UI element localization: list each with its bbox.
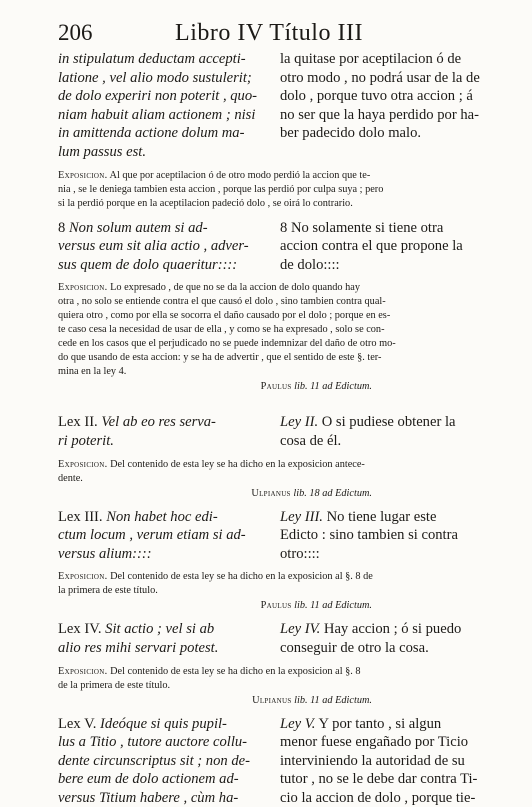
exposicion-text: dente.: [58, 472, 480, 486]
lex-label: Lex IV.: [58, 621, 102, 637]
spanish-line: interviniendo la autoridad de su: [280, 752, 480, 771]
latin-line: niam habuit aliam actionem ; nisi: [58, 106, 258, 125]
exposicion-label: Exposicion.: [58, 170, 108, 181]
lex-block: [58, 715, 480, 807]
exposicion-paragraph: [58, 665, 480, 693]
spanish-line: menor fuese engañado por Ticio: [280, 733, 480, 752]
latin-line: Non solum autem si ad-: [65, 220, 207, 236]
spanish-line: ber padecido dolo malo.: [280, 124, 480, 143]
latin-line: sus quem de dolo quaeritur::::: [58, 256, 258, 275]
latin-column: [58, 620, 258, 657]
latin-column: [58, 508, 258, 564]
latin-line: de dolo experiri non poterit , quo-: [58, 87, 258, 106]
lex-label: Lex III.: [58, 509, 103, 525]
spanish-line: la quitase por aceptilacion ó de: [280, 50, 480, 69]
latin-line: latione , vel alio modo sustulerit;: [58, 69, 258, 88]
latin-line: Sit actio ; vel si ab: [102, 621, 215, 637]
latin-line: dente circunscriptus sit ; non de-: [58, 752, 258, 771]
spanish-line: No tiene lugar este: [323, 509, 436, 525]
exposicion-label: Exposicion.: [58, 459, 108, 470]
exposicion-paragraph: [58, 169, 480, 211]
spanish-line: Hay accion ; ó si puedo: [320, 621, 461, 637]
latin-column: [58, 219, 258, 275]
page-header: [58, 14, 480, 50]
latin-line: in stipulatum deductam accepti-: [58, 50, 258, 69]
latin-column: [58, 715, 258, 807]
running-title: Libro IV Título III: [58, 20, 480, 47]
spanish-line: de dolo::::: [280, 256, 480, 275]
parallel-text-block: [58, 50, 480, 162]
section-number: 8: [280, 220, 287, 236]
exposicion-text: cede en los casos que el perjudicado no se puede indemnizar del daño de otro mo-: [58, 337, 480, 351]
exposicion-paragraph: [58, 458, 480, 486]
spanish-line: otro::::: [280, 545, 480, 564]
exposicion-text: mina en la ley 4.: [58, 365, 480, 379]
latin-line: Non habet hoc edi-: [103, 509, 218, 525]
latin-line: ri poterit.: [58, 432, 258, 451]
exposicion-paragraph: [58, 281, 480, 379]
citation-author: Paulus: [261, 381, 292, 392]
latin-line: bere eum de dolo actionem ad-: [58, 770, 258, 789]
latin-line: Ideóque si quis pupil-: [96, 716, 227, 732]
document-page: [58, 14, 480, 807]
citation-reference: lib. 11 ad Edictum.: [294, 695, 372, 706]
spanish-line: dolo , porque tuvo otra accion ; á: [280, 87, 480, 106]
ley-label: Ley IV.: [280, 621, 320, 637]
spanish-line: cosa de él.: [280, 432, 480, 451]
citation-author: Ulpianus: [252, 695, 291, 706]
latin-line: ctum locum , verum etiam si ad-: [58, 526, 258, 545]
exposicion-text: quiera otro , como por ella se socorra el daño causado por el dolo ; porque en es-: [58, 309, 480, 323]
spanish-line: No solamente si tiene otra: [287, 220, 443, 236]
citation-reference: lib. 18 ad Edictum.: [293, 488, 372, 499]
exposicion-paragraph: [58, 570, 480, 598]
exposicion-text: nia , se le deniega tambien esta accion , porque las perdió por culpa suya ; pero: [58, 183, 480, 197]
parallel-text-block: [58, 219, 480, 275]
citation: [58, 487, 480, 500]
exposicion-label: Exposicion.: [58, 666, 108, 677]
citation: [58, 694, 480, 707]
exposicion-text: de la primera de este título.: [58, 679, 480, 693]
citation-author: Paulus: [261, 600, 292, 611]
latin-column: [58, 413, 258, 450]
latin-line: lum passus est.: [58, 143, 258, 162]
ley-label: Ley II.: [280, 414, 318, 430]
latin-line: lus a Titio , tutore auctore collu-: [58, 733, 258, 752]
spanish-column: [280, 413, 480, 450]
lex-block: [58, 413, 480, 450]
lex-block: [58, 620, 480, 657]
exposicion-text: Al que por aceptilacion ó de otro modo perdió la accion que te-: [108, 170, 371, 181]
spanish-column: [280, 620, 480, 657]
exposicion-text: Lo expresado , de que no se da la accion de dolo quando hay: [108, 282, 360, 293]
spanish-line: Edicto : sino tambien si contra: [280, 526, 480, 545]
exposicion-text: si la perdió porque en la aceptilacion padeció dolo , se oirá lo contrario.: [58, 197, 480, 211]
exposicion-text: Del contenido de esta ley se ha dicho en la exposicion al §. 8 de: [108, 571, 373, 582]
spanish-column: [280, 219, 480, 275]
exposicion-text: Del contenido de esta ley se ha dicho en la exposicion al §. 8: [108, 666, 361, 677]
citation: [58, 380, 480, 393]
spanish-line: O si pudiese obtener la: [318, 414, 455, 430]
latin-line: versus alium::::: [58, 545, 258, 564]
exposicion-text: otra , no solo se entiende contra el que causó el dolo , sino tambien contra qual-: [58, 295, 480, 309]
latin-line: in amittenda actione dolum ma-: [58, 124, 258, 143]
exposicion-label: Exposicion.: [58, 282, 108, 293]
exposicion-label: Exposicion.: [58, 571, 108, 582]
spanish-line: otro modo , no podrá usar de la de: [280, 69, 480, 88]
spanish-column: [280, 715, 480, 807]
citation-author: Ulpianus: [251, 488, 290, 499]
latin-line: versus eum sit alia actio , adver-: [58, 237, 258, 256]
lex-block: [58, 508, 480, 564]
exposicion-text: te caso cesa la necesidad de usar de ella , y como se ha expresado , solo se con-: [58, 323, 480, 337]
exposicion-text: do que usando de esta accion: y se ha de advertir , que el sentido de este §. ter-: [58, 351, 480, 365]
spanish-line: Y por tanto , si algun: [315, 716, 441, 732]
latin-column: [58, 50, 258, 162]
spanish-column: [280, 50, 480, 162]
spanish-line: tutor , no se le debe dar contra Ti-: [280, 770, 480, 789]
spanish-column: [280, 508, 480, 564]
latin-line: versus Titium habere , cùm ha-: [58, 789, 258, 807]
exposicion-text: la primera de este título.: [58, 584, 480, 598]
page-number: 206: [58, 20, 93, 46]
citation-reference: lib. 11 ad Edictum.: [294, 600, 372, 611]
ley-label: Ley III.: [280, 509, 323, 525]
lex-label: Lex V.: [58, 716, 96, 732]
ley-label: Ley V.: [280, 716, 315, 732]
section-number: 8: [58, 220, 65, 236]
latin-line: Vel ab eo res serva-: [98, 414, 216, 430]
exposicion-text: Del contenido de esta ley se ha dicho en la exposicion antece-: [108, 459, 365, 470]
spanish-line: accion contra el que propone la: [280, 237, 480, 256]
spanish-line: conseguir de otro la cosa.: [280, 639, 480, 658]
lex-label: Lex II.: [58, 414, 98, 430]
citation-reference: lib. 11 ad Edictum.: [294, 381, 372, 392]
latin-line: alio res mihi servari potest.: [58, 639, 258, 658]
spanish-line: cio la accion de dolo , porque tie-: [280, 789, 480, 807]
spanish-line: no ser que la haya perdido por ha-: [280, 106, 480, 125]
citation: [58, 599, 480, 612]
